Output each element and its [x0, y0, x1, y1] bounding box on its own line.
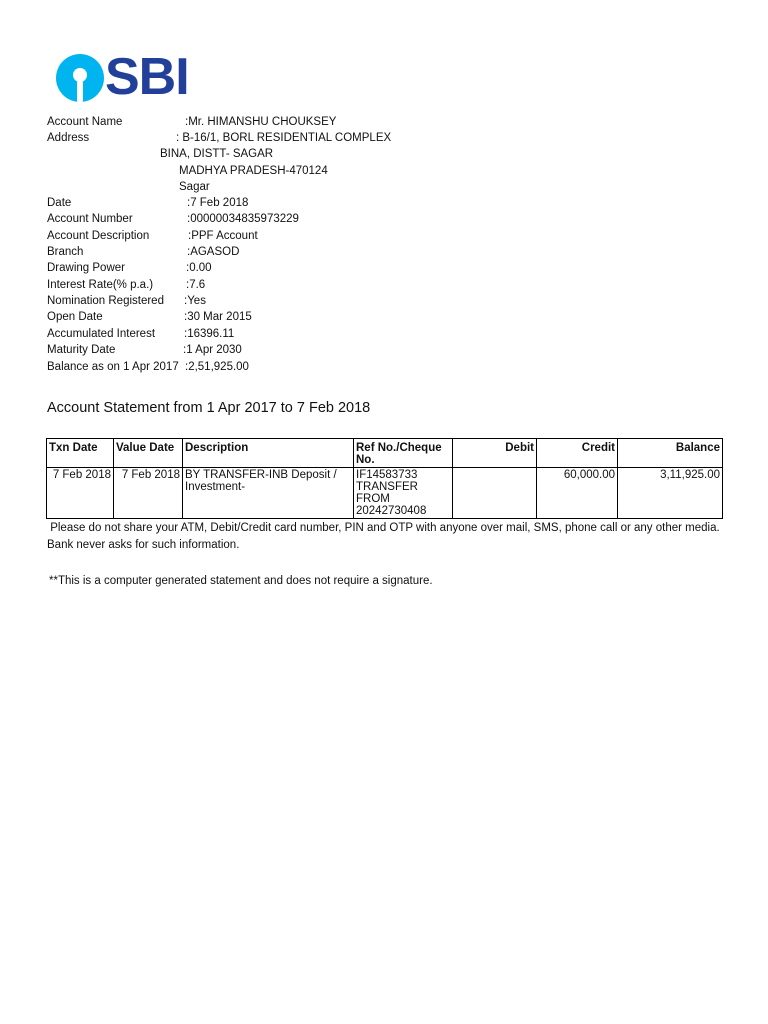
- drawing-power-value: :0.00: [186, 262, 212, 274]
- computer-generated-note: **This is a computer generated statement and does not require a signature.: [49, 575, 433, 587]
- open-date-label: Open Date: [47, 311, 103, 323]
- logo-text: SBI: [105, 48, 189, 106]
- date-value: :7 Feb 2018: [187, 197, 249, 209]
- table-row: [47, 468, 723, 519]
- security-warning-text: Please do not share your ATM, Debit/Credit card number, PIN and OTP with anyone over mail, SMS, phone call or any other media. Bank never asks for such information.: [47, 522, 720, 551]
- balance-value: :2,51,925.00: [185, 361, 249, 373]
- header-value-date: Value Date: [114, 439, 183, 468]
- interest-rate-label: Interest Rate(% p.a.): [47, 279, 154, 291]
- statement-title: Account Statement from 1 Apr 2017 to 7 Feb 2018: [47, 400, 371, 416]
- transactions-table: [46, 438, 723, 519]
- maturity-date-value: :1 Apr 2030: [183, 344, 242, 356]
- address-line-4: Sagar: [179, 181, 210, 193]
- accumulated-interest-label: Accumulated Interest: [47, 328, 156, 340]
- cell-txn-date: 7 Feb 2018: [47, 468, 114, 519]
- table-header-row: [47, 439, 723, 468]
- address-line-3: MADHYA PRADESH-470124: [179, 165, 328, 177]
- nomination-label: Nomination Registered: [47, 295, 164, 307]
- header-balance: Balance: [618, 439, 723, 468]
- header-description: Description: [183, 439, 354, 468]
- balance-label: Balance as on 1 Apr 2017: [47, 361, 179, 373]
- header-credit: Credit: [537, 439, 618, 468]
- address-line-1: : B-16/1, BORL RESIDENTIAL COMPLEX: [176, 132, 392, 144]
- account-description-value: :PPF Account: [188, 230, 258, 242]
- open-date-value: :30 Mar 2015: [184, 311, 252, 323]
- account-name-value: :Mr. HIMANSHU CHOUKSEY: [185, 116, 337, 128]
- nomination-value: :Yes: [184, 295, 206, 307]
- branch-label: Branch: [47, 246, 84, 258]
- branch-value: :AGASOD: [187, 246, 240, 258]
- account-number-value: :00000034835973229: [187, 213, 299, 225]
- cell-ref-no: IF14583733 TRANSFER FROM 20242730408: [354, 468, 453, 519]
- accumulated-interest-value: :16396.11: [184, 328, 235, 340]
- cell-credit: 60,000.00: [537, 468, 618, 519]
- sbi-keyhole-logo-icon: [55, 53, 105, 103]
- header-txn-date: Txn Date: [47, 439, 114, 468]
- cell-balance: 3,11,925.00: [618, 468, 723, 519]
- cell-description: BY TRANSFER-INB Deposit / Investment-: [183, 468, 354, 519]
- interest-rate-value: :7.6: [186, 279, 206, 291]
- maturity-date-label: Maturity Date: [47, 344, 116, 356]
- account-number-label: Account Number: [47, 213, 133, 225]
- header-ref-no: Ref No./Cheque No.: [354, 439, 453, 468]
- header-debit: Debit: [453, 439, 537, 468]
- drawing-power-label: Drawing Power: [47, 262, 125, 274]
- address-label: Address: [47, 132, 90, 144]
- account-name-label: Account Name: [47, 116, 123, 128]
- cell-value-date: 7 Feb 2018: [114, 468, 183, 519]
- account-description-label: Account Description: [47, 230, 150, 242]
- date-label: Date: [47, 197, 72, 209]
- cell-debit: [453, 468, 537, 519]
- address-line-2: BINA, DISTT- SAGAR: [160, 148, 274, 160]
- sbi-logo: [55, 48, 200, 106]
- security-warning-note: [47, 520, 737, 553]
